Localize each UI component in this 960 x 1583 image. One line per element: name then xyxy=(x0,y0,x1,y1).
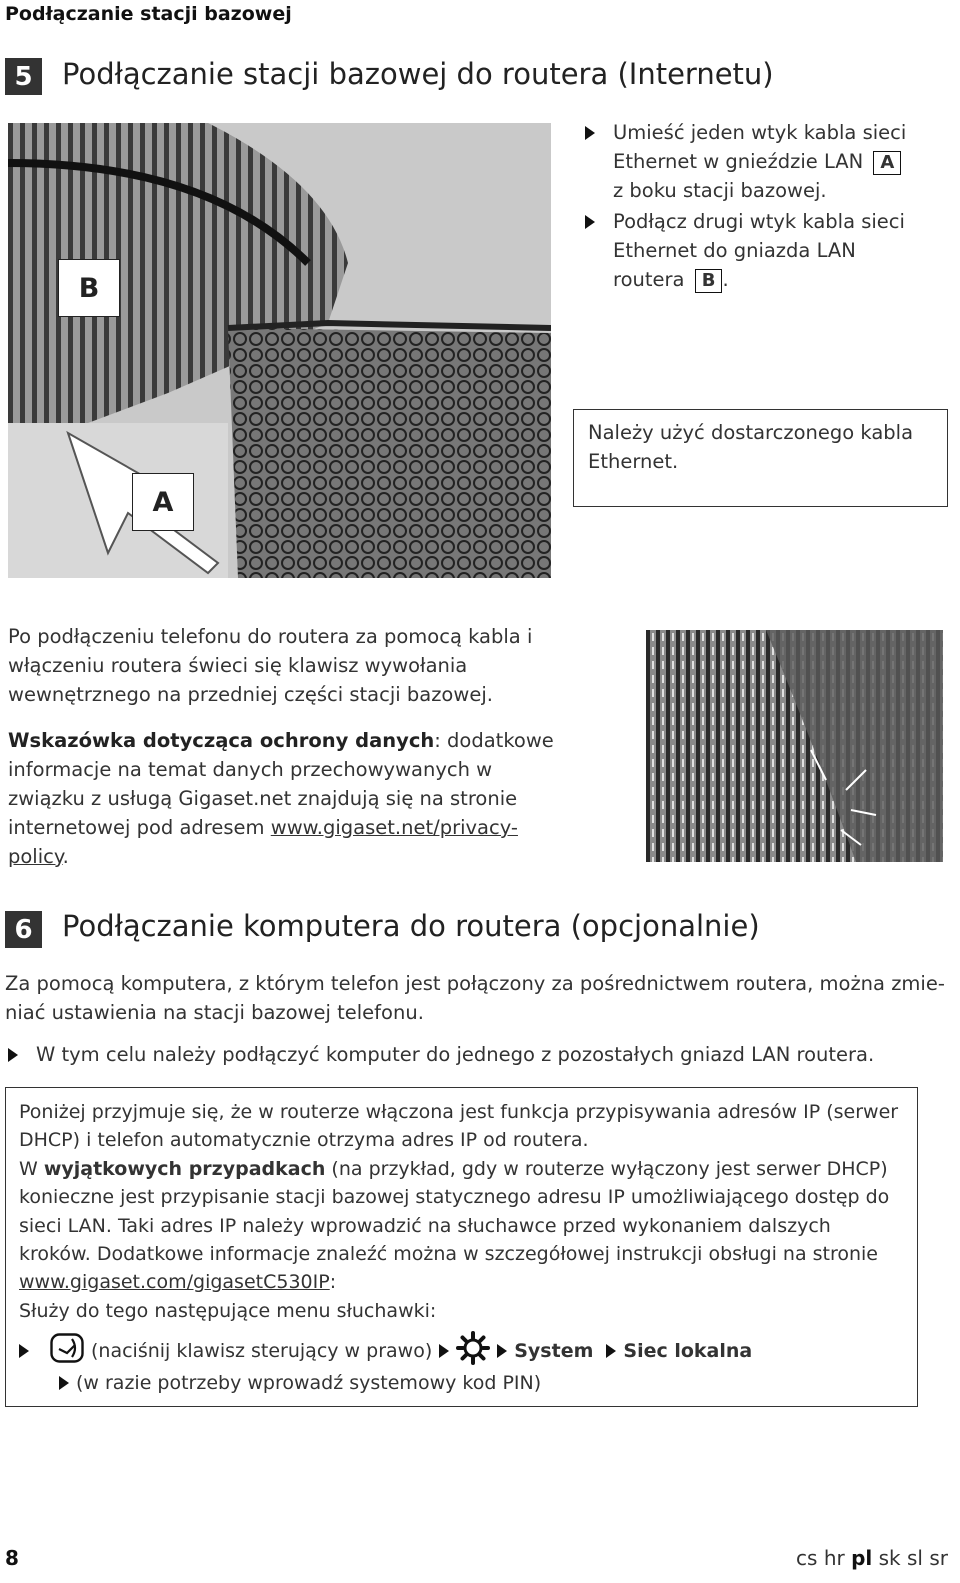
menu-path xyxy=(19,1331,904,1370)
bullet-triangle-icon xyxy=(606,1344,616,1358)
settings-gear-icon xyxy=(456,1331,490,1370)
inline-label-a: A xyxy=(873,151,901,175)
language-list xyxy=(796,1546,948,1570)
step-item xyxy=(585,118,915,205)
privacy-end: . xyxy=(62,845,69,868)
section-intro: Za pomocą komputera, z którym telefon jest połączony za pośrednictwem routera, można zmie-niać ustawienia na stacji bazowej telefonu. xyxy=(5,972,945,1024)
info-text: Poniżej przyjmuje się, że w routerze włączona jest funkcja przypisywania adresów IP (serwer DHCP) i telefon automatycznie otrzyma adres IP od routera. xyxy=(19,1101,899,1152)
photo-illustration xyxy=(8,123,551,578)
menu-hint: (w razie potrzeby wprowadź systemowy kod PIN) xyxy=(76,1372,542,1395)
page-number: 8 xyxy=(5,1546,19,1570)
photo-illustration xyxy=(646,630,943,862)
text-fragment: (na przykład, gdy w routerze wyłączony jest serwer DHCP) konieczne jest przypisanie stacji bazowej statycznego adresu IP umożliwiającego dostęp do sieci LAN. Taki adres IP należy wprowadzić na słuchawce przed wykonaniem dalszych kroków. Dodatkowe informacje znaleźć można w szczegółowej instrukcji obsługi na stronie xyxy=(19,1157,890,1266)
bullet-triangle-icon xyxy=(585,215,595,229)
info-box xyxy=(5,1087,918,1407)
section-title: Podłączanie komputera do routera (opcjonalnie) xyxy=(62,909,760,943)
bullet-triangle-icon xyxy=(8,1048,18,1062)
callout-label-b: B xyxy=(58,259,120,317)
bullet-triangle-icon xyxy=(59,1376,69,1390)
info-paragraph: Po podłączeniu telefonu do routera za pomocą kabla i włączeniu routera świeci się klawisz wywołania wewnętrznego na przedniej części stacji bazowej. xyxy=(8,625,533,706)
step-item xyxy=(8,1040,938,1069)
language-code: cs xyxy=(796,1546,818,1570)
menu-intro: Służy do tego następujące menu słuchawki: xyxy=(19,1299,437,1322)
language-code-active: pl xyxy=(851,1546,873,1570)
step-text-end: . xyxy=(722,268,729,291)
base-station-router-photo xyxy=(8,123,551,578)
text-fragment: : xyxy=(329,1271,337,1294)
callout-label-a: A xyxy=(132,473,194,531)
bullet-triangle-icon xyxy=(19,1344,29,1358)
language-code: hr xyxy=(823,1546,845,1570)
base-station-led-photo xyxy=(646,630,943,862)
menu-item-lan: Siec lokalna xyxy=(623,1339,753,1362)
step-text-end: z boku stacji bazowej. xyxy=(613,179,827,202)
section-number: 6 xyxy=(5,911,42,948)
step-item xyxy=(585,207,915,294)
section-number: 5 xyxy=(5,58,42,95)
menu-item-system: System xyxy=(514,1339,594,1362)
manual-link[interactable]: www.gigaset.com/gigasetC530IP xyxy=(19,1271,330,1294)
menu-path-pin xyxy=(59,1372,904,1394)
note-text: Należy użyć dostarczonego kabla Ethernet. xyxy=(588,421,914,473)
text-fragment: W xyxy=(19,1157,44,1180)
step-text: Umieść jeden wtyk kabla sieci Ethernet w gnieździe LAN xyxy=(613,121,907,173)
emphasis: wyjątkowych przypadkach xyxy=(43,1157,326,1180)
section-title: Podłączanie stacji bazowej do routera (Internetu) xyxy=(62,57,774,91)
privacy-text: : dodatkowe informacje na temat danych przechowywanych w związku z usługą Gigaset.net znajdują się na stronie internetowej pod adresem xyxy=(8,729,554,839)
language-code: sl xyxy=(907,1546,923,1570)
control-key-icon xyxy=(50,1333,84,1368)
privacy-note xyxy=(8,726,568,871)
privacy-title: Wskazówka dotycząca ochrony danych xyxy=(8,729,435,752)
bullet-triangle-icon xyxy=(439,1344,449,1358)
step-text: W tym celu należy podłączyć komputer do jednego z pozostałych gniazd LAN routera. xyxy=(36,1043,875,1066)
bullet-triangle-icon xyxy=(497,1344,507,1358)
running-header: Podłączanie stacji bazowej xyxy=(5,3,292,25)
inline-label-b: B xyxy=(695,269,723,293)
language-code: sr xyxy=(929,1546,948,1570)
language-code: sk xyxy=(878,1546,901,1570)
note-box xyxy=(573,409,948,507)
bullet-triangle-icon xyxy=(585,126,595,140)
info-text-exception xyxy=(19,1155,904,1297)
step-text: Podłącz drugi wtyk kabla sieci Ethernet do gniazda LAN routera xyxy=(613,210,905,291)
menu-hint: (naciśnij klawisz sterujący w prawo) xyxy=(91,1339,433,1362)
privacy-link[interactable]: www.gigaset.net/privacy-policy xyxy=(8,816,518,868)
